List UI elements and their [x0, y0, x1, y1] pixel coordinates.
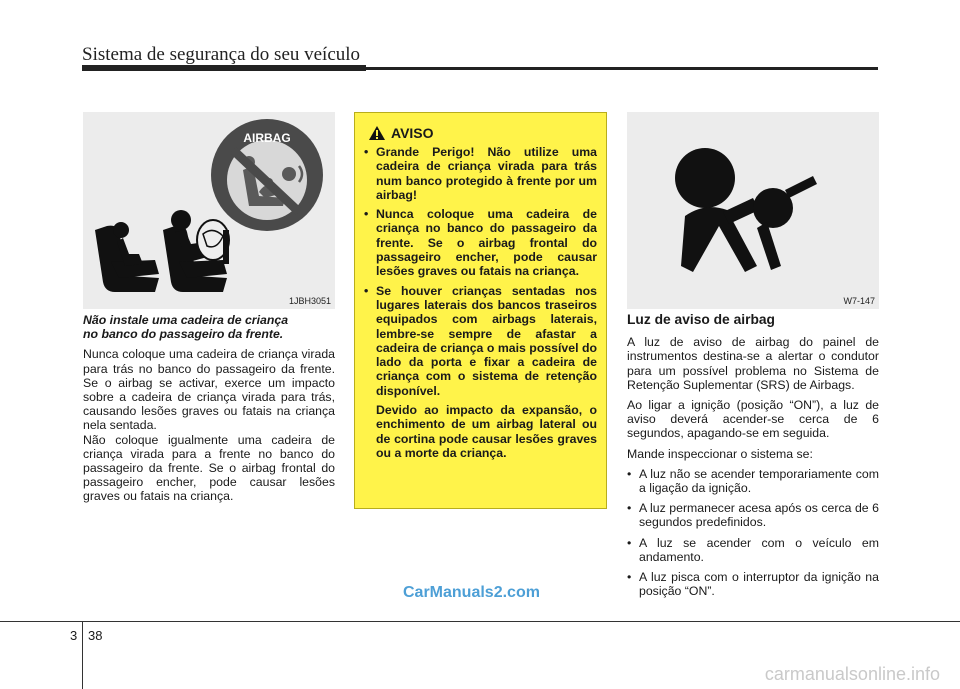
footer-rule [0, 621, 960, 622]
list-item: • A luz pisca com o interruptor da ignição na posição “ON”. [627, 570, 879, 598]
figure-code-left: 1JBH3051 [288, 296, 331, 306]
airbag-warning-light-icon [627, 112, 879, 309]
figure-caption: Não instale uma cadeira de criança no banco do passageiro da frente. [83, 313, 289, 342]
right-paragraph-3: Mande inspeccionar o sistema se: [627, 446, 813, 461]
page-number: 38 [88, 628, 103, 643]
warning-item-extra: Devido ao impacto da expansão, o enchimento de um airbag lateral ou de cortina pode causar lesões graves ou a morte da criança. [376, 403, 597, 460]
right-paragraph-1: A luz de aviso de airbag do painel de instrumentos destina-se a alertar o condutor para um possível problema no Sistema de Retenção Suplementar (SRS) de Airbags. [627, 335, 879, 392]
page-number-divider [82, 622, 83, 689]
warning-item-text: Nunca coloque uma cadeira de criança no banco do passageiro da frente. Se o airbag frontal do passageiro encher, pode causar lesões graves ou fatais na criança. [376, 207, 597, 279]
list-item: • A luz permanecer acesa após os cerca de 6 segundos predefinidos. [627, 501, 879, 529]
figure-airbag-warning-light [627, 112, 879, 309]
header-rule-accent [82, 65, 366, 71]
left-column [83, 313, 335, 504]
section-title: Luz de aviso de airbag [627, 312, 775, 327]
warning-triangle-icon [369, 126, 385, 140]
warning-header [369, 125, 597, 141]
figure-code-right: W7-147 [843, 296, 875, 306]
chapter-number: 3 [70, 628, 78, 643]
left-paragraph-1: Nunca coloque uma cadeira de criança virada para trás no banco do passageiro da frente. Se o airbag se activar, exerce um impacto sobre a cadeira de criança virada para trás, causando lesões graves ou fatais na criança nela sentada. [83, 347, 335, 433]
warning-item [364, 145, 597, 202]
left-paragraph-2: Não coloque igualmente uma cadeira de criança virada para a frente no banco do passageiro da frente. Se o airbag frontal do passageiro encher, pode causar lesões graves ou fatais na criança. [83, 432, 335, 504]
airbag-badge-text: AIRBAG [243, 131, 291, 145]
warning-item [364, 284, 597, 461]
child-seat-airbag-illustration [83, 112, 335, 309]
warning-list [364, 145, 597, 460]
figure-child-seat-airbag [83, 112, 335, 309]
list-item: • A luz se acender com o veículo em andamento. [627, 536, 879, 564]
right-paragraph-2: Ao ligar a ignição (posição “ON”), a luz de aviso deverá acender-se cerca de 6 segundos, apagando-se em seguida. [627, 398, 879, 441]
warning-item-text: Grande Perigo! Não utilize uma cadeira de criança virada para trás num banco protegido à frente por um airbag! [376, 145, 597, 202]
warning-title: AVISO [391, 125, 434, 141]
warning-box [354, 112, 607, 509]
inspection-list [627, 467, 879, 599]
list-item: • A luz não se acender temporariamente com a ligação da ignição. [627, 467, 879, 495]
right-column [627, 313, 879, 604]
page-header-title: Sistema de segurança do seu veículo [82, 44, 361, 65]
site-watermark: carmanualsonline.info [764, 664, 940, 684]
warning-item [364, 207, 597, 278]
watermark-link[interactable]: CarManuals2.com [403, 584, 540, 601]
warning-item-text: Se houver crianças sentadas nos lugares laterais dos bancos traseiros equipados com airbags laterais, lembre-se sempre de afastar a cadeira de criança o mais possível do lado da porta e fixar a cadeira de criança com o sistema de retenção disponível. [376, 283, 597, 398]
